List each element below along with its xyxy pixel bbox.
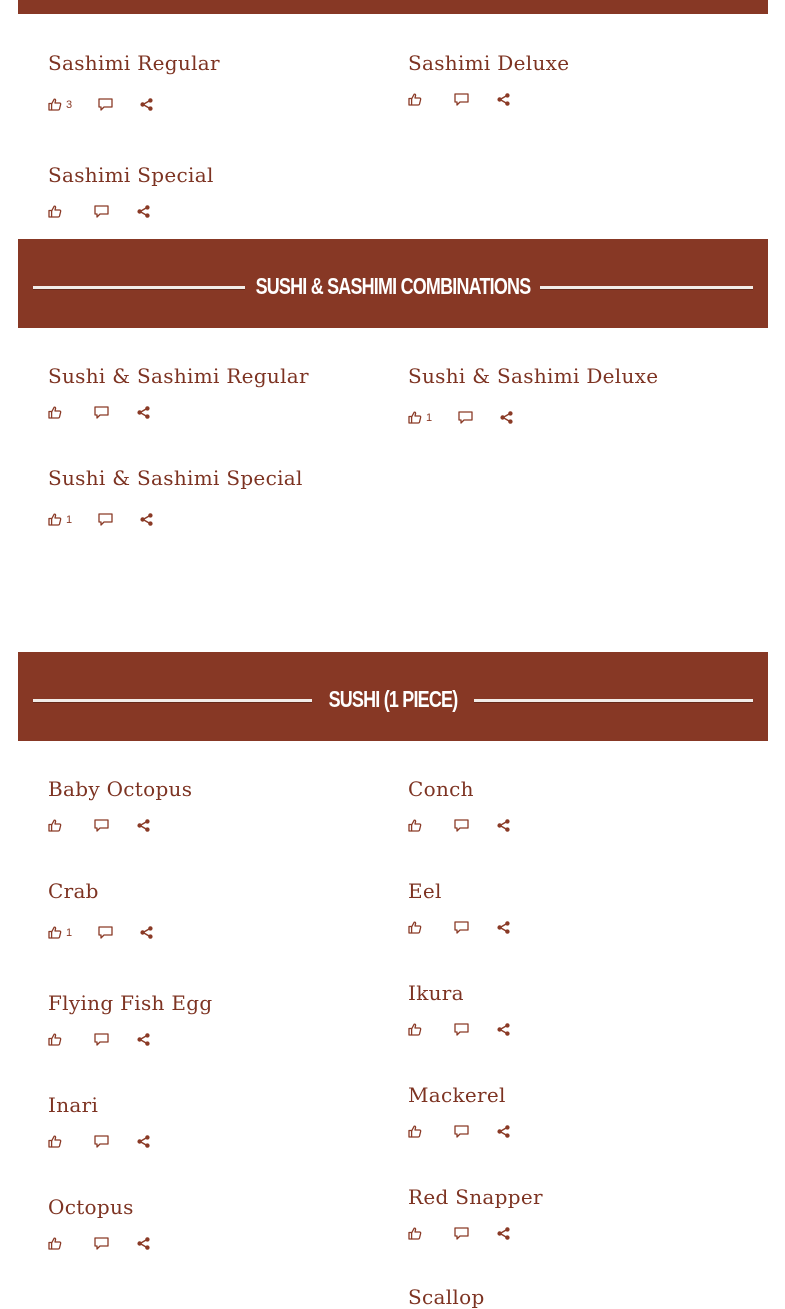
menu-item-name: Octopus bbox=[48, 1195, 134, 1219]
share-button[interactable] bbox=[497, 1227, 510, 1240]
menu-item-name: Sushi & Sashimi Deluxe bbox=[408, 364, 659, 388]
like-button[interactable] bbox=[48, 205, 66, 218]
like-button[interactable] bbox=[408, 1227, 426, 1240]
share-icon bbox=[497, 1227, 510, 1240]
comment-button[interactable] bbox=[458, 411, 473, 424]
thumbs-up-icon bbox=[408, 411, 422, 424]
comment-icon bbox=[454, 1227, 469, 1240]
comment-icon bbox=[98, 513, 113, 526]
comment-icon bbox=[98, 98, 113, 111]
thumbs-up-icon bbox=[48, 926, 62, 939]
comment-button[interactable] bbox=[454, 921, 469, 934]
menu-item[interactable] bbox=[48, 1195, 134, 1219]
like-button[interactable] bbox=[408, 921, 426, 934]
share-button[interactable] bbox=[497, 1125, 510, 1138]
item-actions bbox=[48, 1135, 150, 1148]
like-count: 1 bbox=[66, 926, 73, 939]
comment-icon bbox=[458, 411, 473, 424]
menu-item[interactable] bbox=[48, 364, 309, 388]
thumbs-up-icon bbox=[408, 921, 422, 934]
comment-button[interactable] bbox=[454, 1227, 469, 1240]
menu-item[interactable] bbox=[408, 1083, 506, 1107]
share-icon bbox=[140, 513, 153, 526]
section-banner-top bbox=[18, 0, 768, 14]
menu-item[interactable] bbox=[48, 163, 214, 187]
menu-item[interactable] bbox=[408, 51, 569, 75]
share-button[interactable] bbox=[137, 819, 150, 832]
menu-item[interactable] bbox=[408, 1185, 543, 1209]
thumbs-up-icon bbox=[48, 819, 62, 832]
comment-button[interactable] bbox=[454, 93, 469, 106]
menu-item[interactable] bbox=[408, 981, 464, 1005]
banner-divider-right bbox=[540, 286, 753, 289]
item-actions bbox=[48, 513, 153, 526]
comment-button[interactable] bbox=[94, 1135, 109, 1148]
like-button[interactable] bbox=[48, 1033, 66, 1046]
thumbs-up-icon bbox=[408, 819, 422, 832]
share-icon bbox=[140, 926, 153, 939]
comment-icon bbox=[94, 1033, 109, 1046]
share-button[interactable] bbox=[137, 406, 150, 419]
menu-item-name: Mackerel bbox=[408, 1083, 506, 1107]
like-button[interactable] bbox=[48, 98, 72, 111]
thumbs-up-icon bbox=[408, 1125, 422, 1138]
like-button[interactable] bbox=[48, 926, 72, 939]
comment-icon bbox=[94, 406, 109, 419]
menu-item[interactable] bbox=[48, 466, 303, 526]
thumbs-up-icon bbox=[48, 98, 62, 111]
share-button[interactable] bbox=[497, 93, 510, 106]
share-icon bbox=[137, 819, 150, 832]
share-icon bbox=[137, 205, 150, 218]
item-actions bbox=[408, 1125, 510, 1138]
section-title: SUSHI (1 PIECE) bbox=[328, 686, 458, 712]
comment-icon bbox=[94, 1135, 109, 1148]
menu-item[interactable] bbox=[408, 879, 442, 903]
share-button[interactable] bbox=[137, 1237, 150, 1250]
thumbs-up-icon bbox=[48, 513, 62, 526]
comment-button[interactable] bbox=[94, 406, 109, 419]
section-banner bbox=[18, 239, 768, 328]
share-icon bbox=[497, 93, 510, 106]
share-button[interactable] bbox=[137, 1135, 150, 1148]
menu-item[interactable] bbox=[48, 51, 220, 111]
share-button[interactable] bbox=[497, 921, 510, 934]
thumbs-up-icon bbox=[48, 1033, 62, 1046]
menu-item-name: Ikura bbox=[408, 981, 464, 1005]
item-actions bbox=[48, 205, 150, 218]
section-banner bbox=[18, 652, 768, 741]
menu-item-name: Flying Fish Egg bbox=[48, 991, 213, 1015]
menu-item-name: Sashimi Special bbox=[48, 163, 214, 187]
item-actions bbox=[48, 926, 153, 939]
share-button[interactable] bbox=[140, 926, 153, 939]
thumbs-up-icon bbox=[48, 406, 62, 419]
share-button[interactable] bbox=[497, 819, 510, 832]
menu-item[interactable] bbox=[408, 777, 474, 801]
comment-icon bbox=[454, 819, 469, 832]
comment-icon bbox=[94, 1237, 109, 1250]
comment-button[interactable] bbox=[98, 926, 113, 939]
item-actions bbox=[408, 1023, 510, 1036]
comment-button[interactable] bbox=[94, 205, 109, 218]
comment-icon bbox=[454, 921, 469, 934]
share-icon bbox=[497, 819, 510, 832]
item-actions bbox=[48, 1237, 150, 1250]
section-title: SUSHI & SASHIMI COMBINATIONS bbox=[255, 273, 531, 299]
comment-button[interactable] bbox=[98, 513, 113, 526]
thumbs-up-icon bbox=[408, 1023, 422, 1036]
menu-item-name: Sushi & Sashimi Special bbox=[48, 466, 303, 490]
share-icon bbox=[140, 98, 153, 111]
comment-icon bbox=[94, 205, 109, 218]
menu-item[interactable] bbox=[48, 1093, 98, 1117]
thumbs-up-icon bbox=[48, 1237, 62, 1250]
item-actions bbox=[48, 406, 150, 419]
menu-item-name: Sashimi Deluxe bbox=[408, 51, 570, 75]
like-button[interactable] bbox=[408, 1023, 426, 1036]
item-actions bbox=[408, 93, 510, 106]
comment-icon bbox=[454, 1125, 469, 1138]
like-button[interactable] bbox=[408, 1125, 426, 1138]
like-button[interactable] bbox=[48, 1237, 66, 1250]
menu-item-name: Conch bbox=[408, 777, 474, 801]
menu-item[interactable] bbox=[48, 991, 213, 1015]
share-button[interactable] bbox=[500, 411, 513, 424]
comment-button[interactable] bbox=[454, 1023, 469, 1036]
item-actions bbox=[408, 921, 510, 934]
thumbs-up-icon bbox=[48, 205, 62, 218]
like-button[interactable] bbox=[48, 406, 66, 419]
thumbs-up-icon bbox=[48, 1135, 62, 1148]
like-count: 1 bbox=[426, 411, 433, 424]
menu-item-name: Scallop bbox=[408, 1285, 485, 1309]
like-button[interactable] bbox=[408, 411, 432, 424]
menu-item-name: Sushi & Sashimi Regular bbox=[48, 364, 309, 388]
menu-item-name: Baby Octopus bbox=[48, 777, 193, 801]
share-button[interactable] bbox=[137, 1033, 150, 1046]
share-icon bbox=[497, 1023, 510, 1036]
share-icon bbox=[497, 921, 510, 934]
share-button[interactable] bbox=[137, 205, 150, 218]
item-actions bbox=[48, 819, 150, 832]
menu-item[interactable] bbox=[48, 777, 192, 801]
like-count: 1 bbox=[66, 513, 73, 526]
share-icon bbox=[137, 1033, 150, 1046]
thumbs-up-icon bbox=[408, 1227, 422, 1240]
comment-button[interactable] bbox=[94, 819, 109, 832]
share-icon bbox=[137, 406, 150, 419]
share-button[interactable] bbox=[497, 1023, 510, 1036]
menu-item-name: Crab bbox=[48, 879, 99, 903]
item-actions bbox=[48, 1033, 150, 1046]
banner-divider-right bbox=[474, 699, 753, 702]
menu-item-name: Eel bbox=[408, 879, 442, 903]
comment-button[interactable] bbox=[454, 819, 469, 832]
share-icon bbox=[137, 1237, 150, 1250]
comment-button[interactable] bbox=[454, 1125, 469, 1138]
share-button[interactable] bbox=[140, 513, 153, 526]
comment-icon bbox=[454, 1023, 469, 1036]
comment-button[interactable] bbox=[98, 98, 113, 111]
menu-item-name: Inari bbox=[48, 1093, 99, 1117]
menu-item-name: Sashimi Regular bbox=[48, 51, 220, 75]
comment-icon bbox=[98, 926, 113, 939]
like-button[interactable] bbox=[48, 513, 72, 526]
like-count: 3 bbox=[66, 98, 73, 111]
share-icon bbox=[497, 1125, 510, 1138]
comment-icon bbox=[94, 819, 109, 832]
menu-item[interactable] bbox=[48, 879, 99, 939]
item-actions bbox=[48, 98, 153, 111]
item-actions bbox=[408, 819, 510, 832]
menu-item[interactable] bbox=[408, 1285, 485, 1309]
like-button[interactable] bbox=[48, 1135, 66, 1148]
share-icon bbox=[137, 1135, 150, 1148]
share-icon bbox=[500, 411, 513, 424]
thumbs-up-icon bbox=[408, 93, 422, 106]
comment-button[interactable] bbox=[94, 1033, 109, 1046]
like-button[interactable] bbox=[408, 819, 426, 832]
like-button[interactable] bbox=[48, 819, 66, 832]
comment-button[interactable] bbox=[94, 1237, 109, 1250]
comment-icon bbox=[454, 93, 469, 106]
menu-item[interactable] bbox=[408, 364, 659, 424]
like-button[interactable] bbox=[408, 93, 426, 106]
menu-item-name: Red Snapper bbox=[408, 1185, 543, 1209]
item-actions bbox=[408, 411, 513, 424]
share-button[interactable] bbox=[140, 98, 153, 111]
item-actions bbox=[408, 1227, 510, 1240]
